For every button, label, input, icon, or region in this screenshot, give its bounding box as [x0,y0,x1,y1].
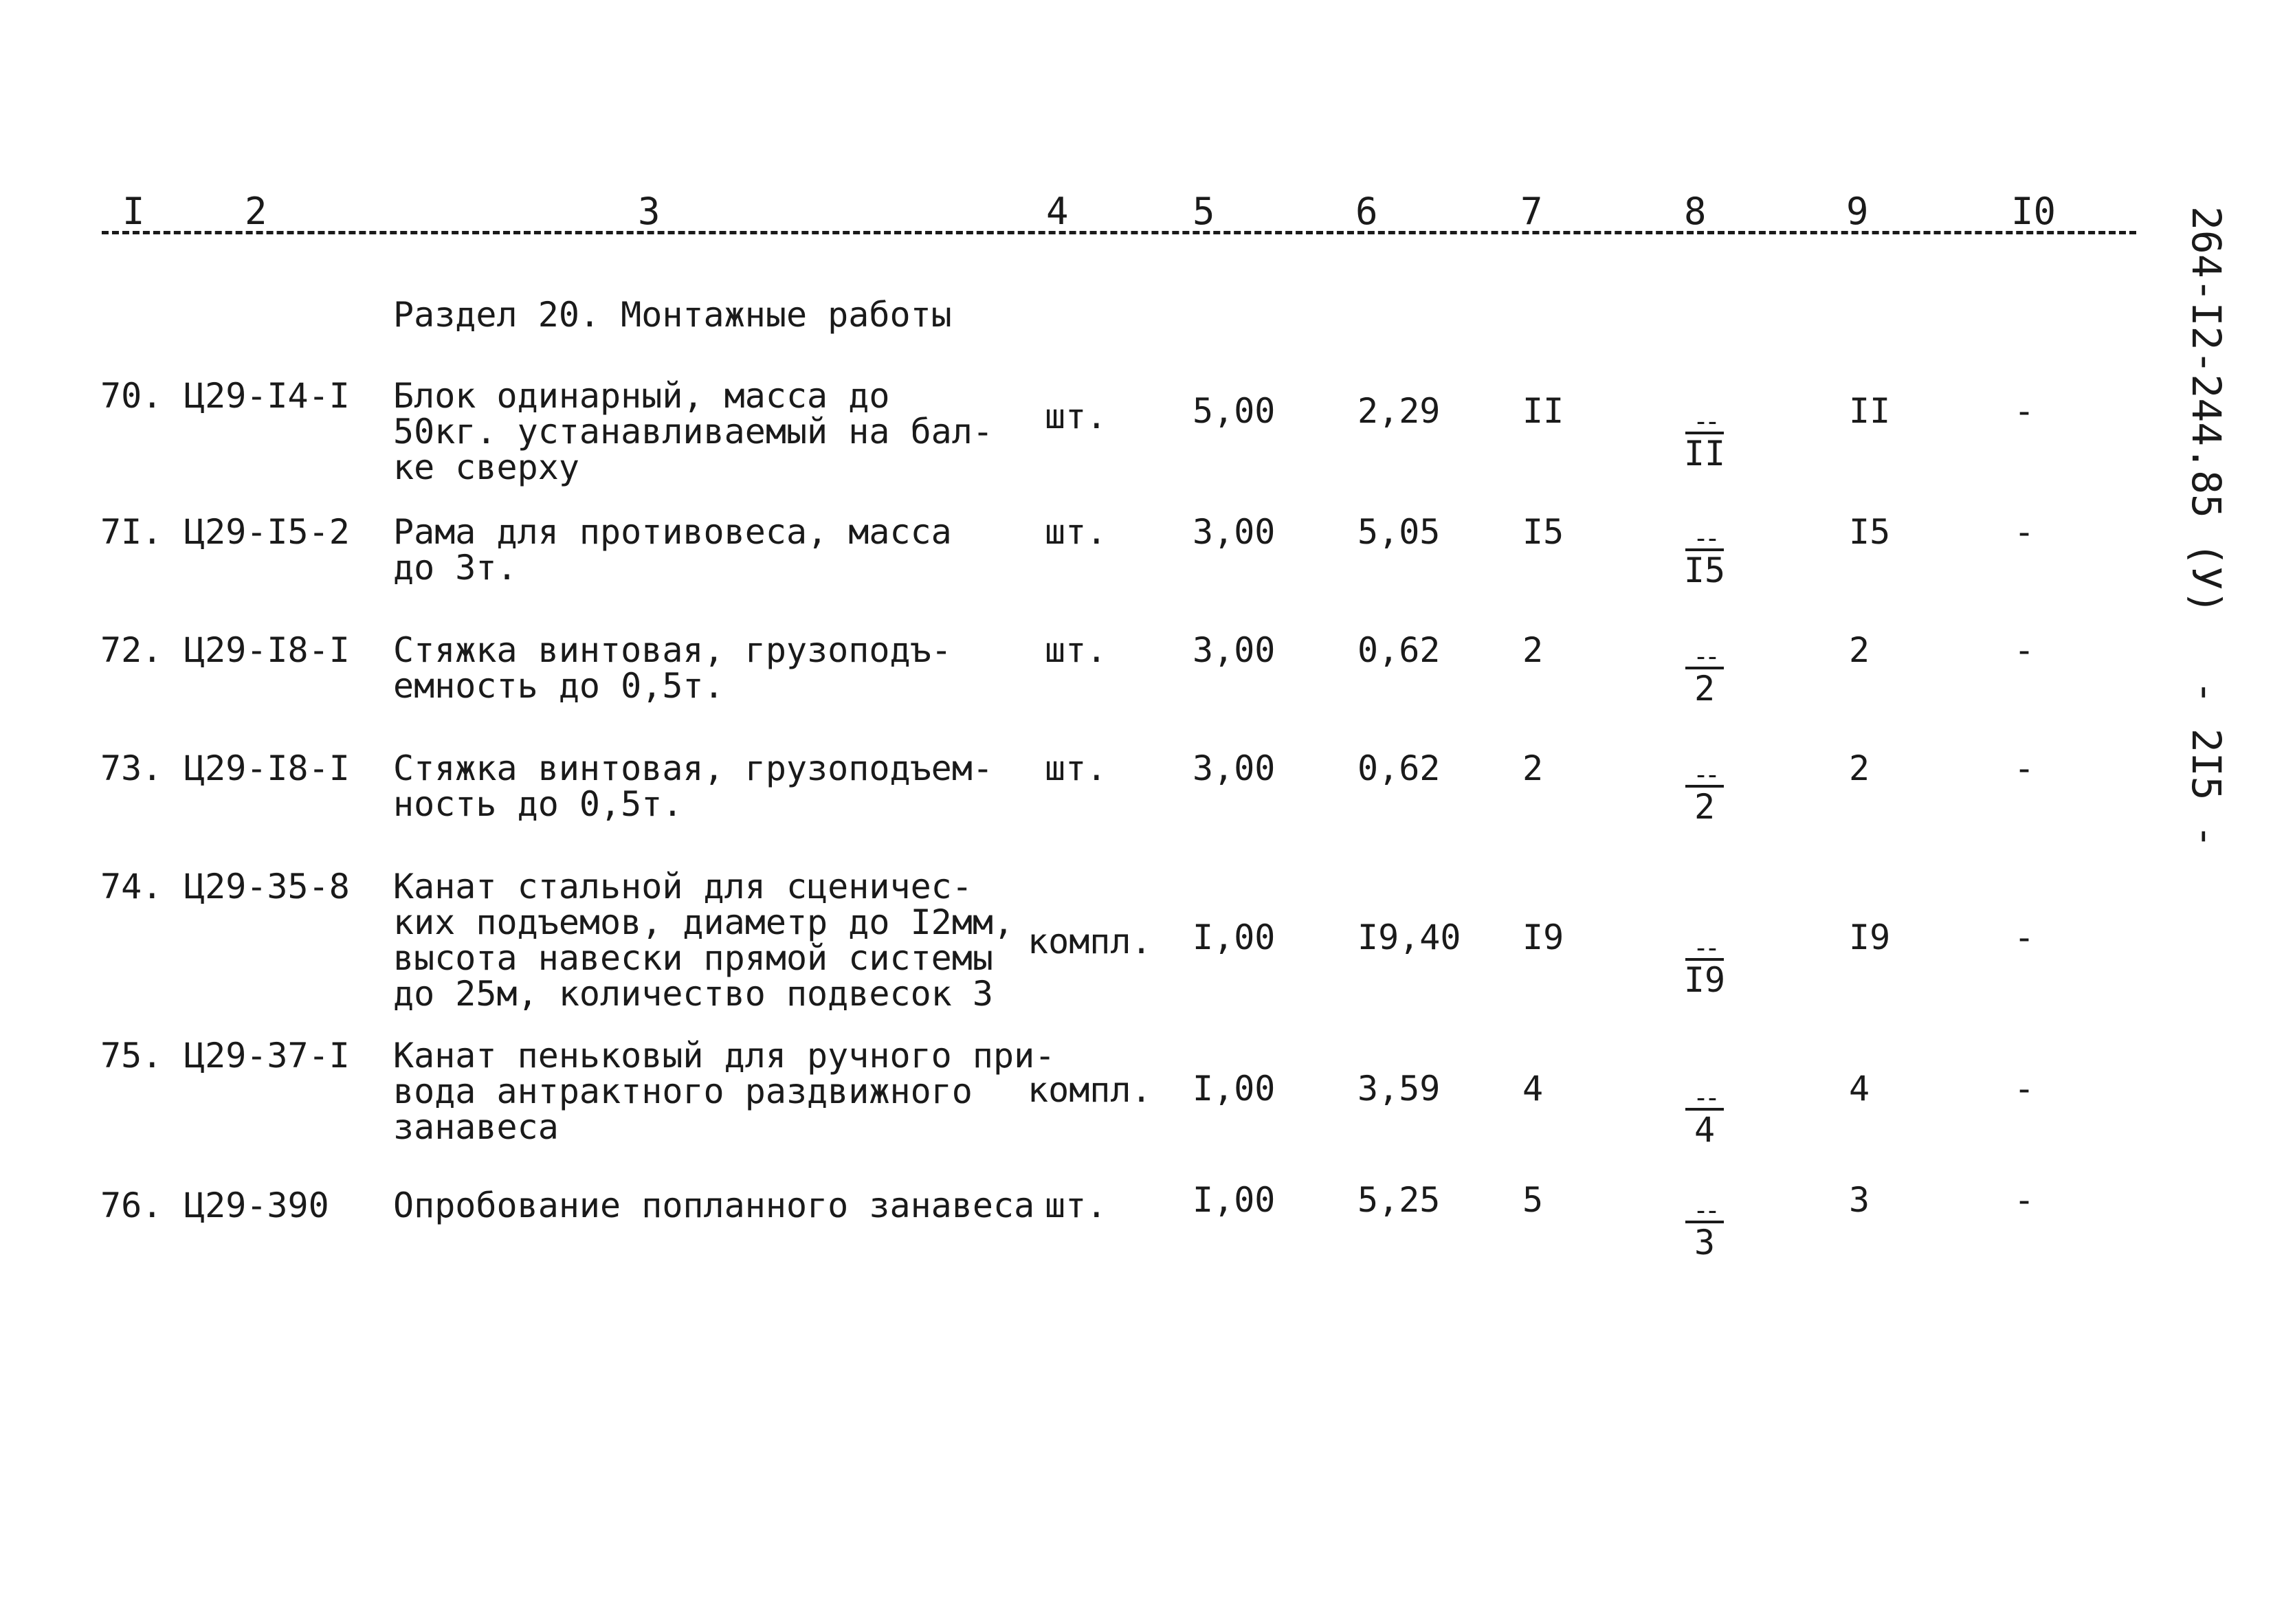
col-7-value: I5 [1522,512,1564,552]
fraction-value: 4 [1694,1110,1716,1150]
fraction-mark: -- [1693,933,1716,963]
col-6-value: I9,40 [1357,917,1461,957]
col-7-value: 2 [1522,630,1544,670]
col-6-value: 2,29 [1357,391,1441,431]
column-header-10: I0 [2011,190,2056,233]
row-number: 70. [100,376,163,416]
unit: шт. [1045,748,1107,788]
col-5-value: I,00 [1193,1180,1276,1220]
page-number: - 2I5 - [2183,680,2230,849]
work-description: Опробование попланного занавеса [393,1186,1035,1225]
col-9-value: 3 [1849,1180,1870,1220]
col-10-value: - [2014,917,2035,957]
col-5-value: 3,00 [1193,630,1276,670]
work-description: Канат стальной для сценичес- ких подъемов, диаметр до I2мм, высота навески прямой системы до 25м, количество подвесок 3 [393,867,1014,1014]
col-6-value: 3,59 [1357,1069,1441,1109]
column-header-8: 8 [1684,190,1707,233]
rate-code: Ц29-I8-I [184,748,350,788]
col-5-value: 5,00 [1193,391,1276,431]
col-8-fraction [1681,1082,1729,1150]
col-6-value: 5,05 [1357,512,1441,552]
col-10-value: - [2014,630,2035,670]
rate-code: Ц29-I5-2 [184,512,350,552]
column-header-1: I [122,190,145,233]
rate-code: Ц29-37-I [184,1036,350,1076]
col-6-value: 5,25 [1357,1180,1441,1220]
col-8-fraction [1681,933,1729,1000]
col-7-value: I9 [1522,917,1564,957]
section-title: Раздел 20. Монтажные работы [393,295,952,335]
col-5-value: I,00 [1193,1069,1276,1109]
fraction-value: 2 [1694,787,1716,827]
col-8-fraction [1681,523,1729,590]
column-header-3: 3 [638,190,661,233]
fraction-mark: -- [1693,1082,1716,1113]
col-6-value: 0,62 [1357,630,1441,670]
col-8-fraction [1681,641,1729,709]
rate-code: Ц29-I8-I [184,630,350,670]
fraction-mark: -- [1693,406,1716,436]
col-7-value: 5 [1522,1180,1544,1220]
row-number: 74. [100,867,163,906]
col-8-fraction [1681,1195,1729,1263]
column-header-4: 4 [1046,190,1069,233]
col-10-value: - [2014,748,2035,788]
column-header-9: 9 [1846,190,1869,233]
col-5-value: 3,00 [1193,748,1276,788]
col-9-value: I9 [1849,917,1891,957]
fraction-mark: -- [1693,523,1716,553]
fraction-value: II [1683,434,1726,474]
row-number: 73. [100,748,163,788]
col-10-value: - [2014,1069,2035,1109]
rate-code: Ц29-390 [184,1186,329,1225]
col-9-value: I5 [1849,512,1891,552]
col-7-value: II [1522,391,1564,431]
work-description: Канат пеньковый для ручного при- вода антрактного раздвижного занавеса [393,1036,1056,1147]
col-9-value: 2 [1849,748,1870,788]
fraction-value: 3 [1694,1223,1716,1263]
unit: компл. [1028,922,1152,961]
col-8-fraction [1681,406,1729,474]
col-9-value: II [1849,391,1891,431]
unit: шт. [1045,630,1107,670]
unit: шт. [1045,397,1107,436]
fraction-mark: -- [1693,1195,1716,1225]
column-header-7: 7 [1520,190,1543,233]
row-number: 7I. [100,512,163,552]
col-7-value: 2 [1522,748,1544,788]
work-description: Блок одинарный, масса до 50кг. устанавливаемый на бал- ке сверху [393,376,993,487]
row-number: 75. [100,1036,163,1076]
row-number: 72. [100,630,163,670]
row-number: 76. [100,1186,163,1225]
col-10-value: - [2014,391,2035,431]
col-10-value: - [2014,512,2035,552]
rate-code: Ц29-35-8 [184,867,350,906]
col-9-value: 2 [1849,630,1870,670]
header-divider [102,231,2136,234]
fraction-value: I9 [1683,960,1726,1000]
work-description: Стяжка винтовая, грузоподъ- емность до 0,5т. [393,630,952,706]
rate-code: Ц29-I4-I [184,376,350,416]
col-8-fraction [1681,759,1729,827]
col-5-value: 3,00 [1193,512,1276,552]
column-header-2: 2 [245,190,267,233]
unit: шт. [1045,1186,1107,1225]
unit: компл. [1028,1070,1152,1110]
col-9-value: 4 [1849,1069,1870,1109]
document-code: 264-I2-244.85 (У) [2183,206,2230,614]
col-7-value: 4 [1522,1069,1544,1109]
column-header-5: 5 [1193,190,1215,233]
col-5-value: I,00 [1193,917,1276,957]
fraction-value: 2 [1694,669,1716,709]
fraction-mark: -- [1693,641,1716,671]
col-6-value: 0,62 [1357,748,1441,788]
column-header-6: 6 [1355,190,1378,233]
fraction-mark: -- [1693,759,1716,790]
fraction-value: I5 [1683,550,1726,590]
col-10-value: - [2014,1180,2035,1220]
unit: шт. [1045,512,1107,552]
work-description: Стяжка винтовая, грузоподъем- ность до 0,5т. [393,748,993,824]
work-description: Рама для противовеса, масса до 3т. [393,512,952,588]
